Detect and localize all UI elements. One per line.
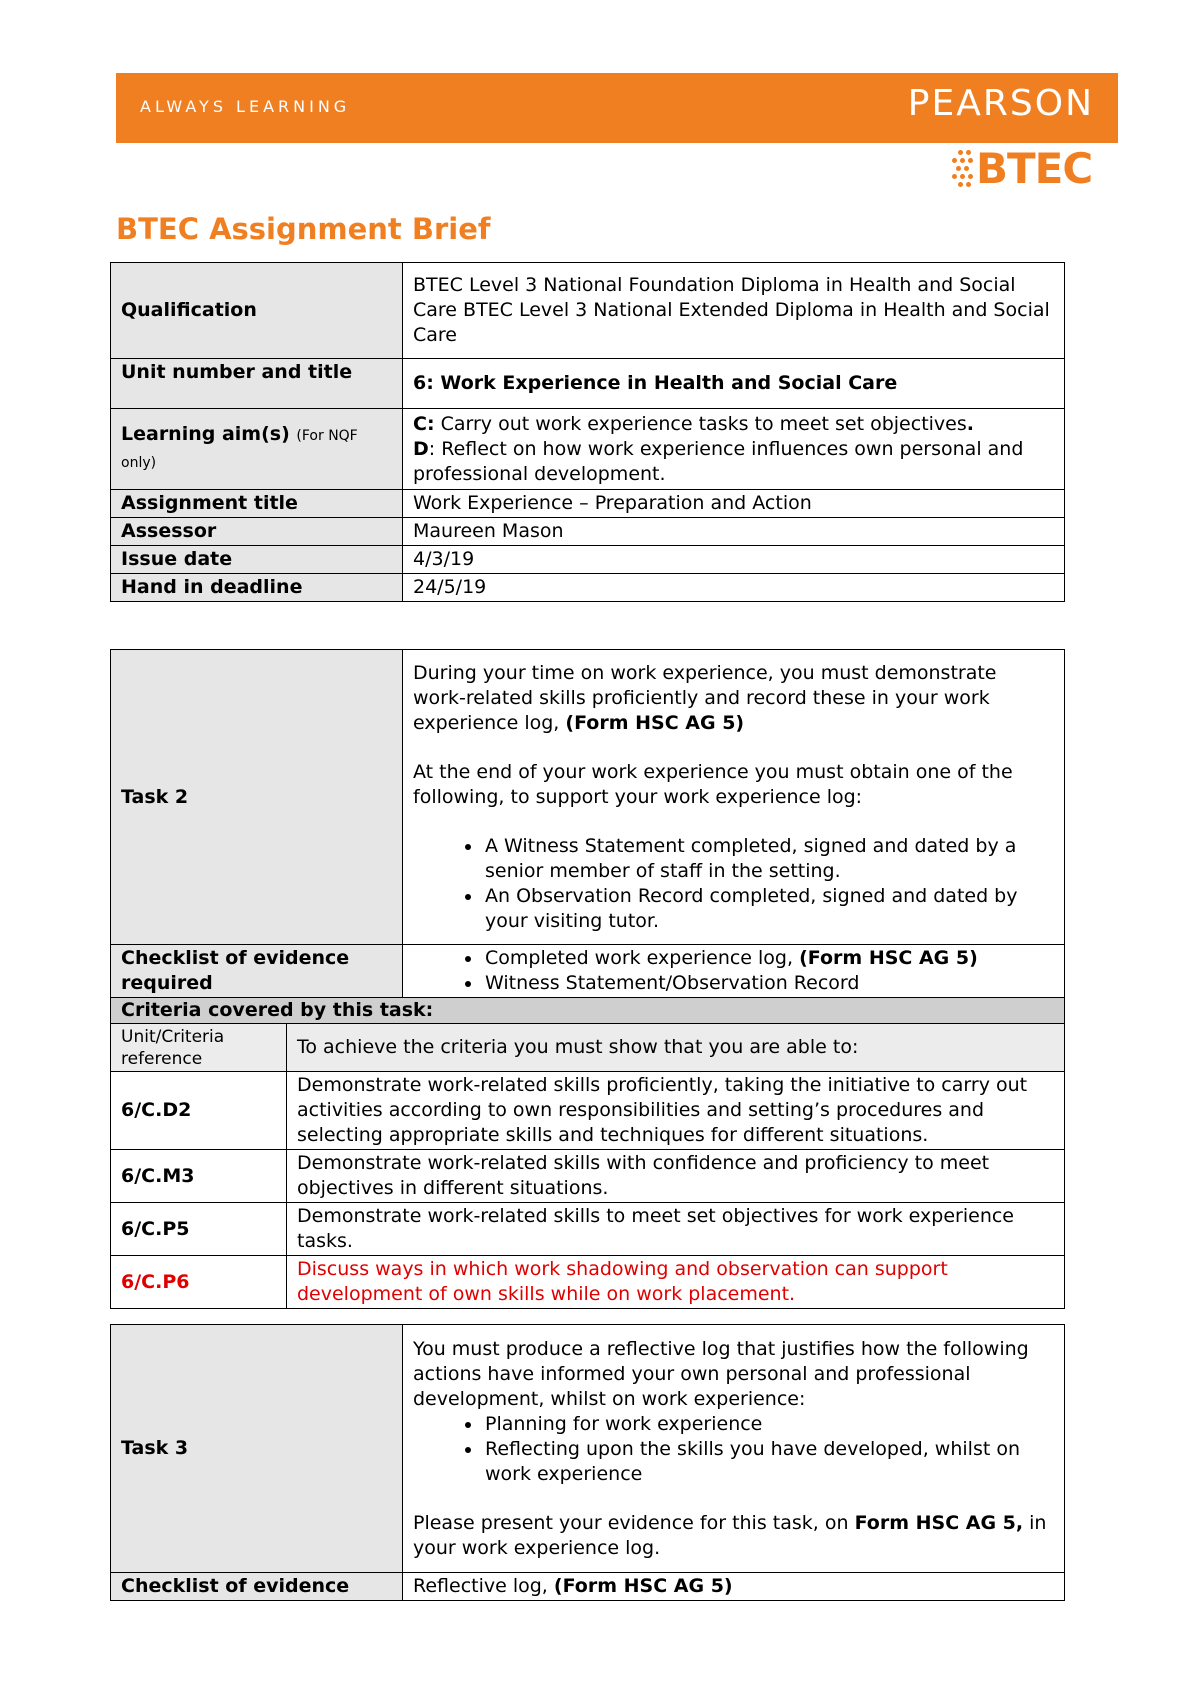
task2-label: Task 2	[111, 650, 403, 945]
table-row	[111, 1150, 1065, 1203]
qualification-label: Qualification	[111, 263, 403, 359]
criteria-text-highlighted: Discuss ways in which work shadowing and observation can support development of own skills while on work placement.	[287, 1256, 1065, 1309]
page-title: BTEC Assignment Brief	[116, 212, 491, 246]
task2-para1-form: (Form HSC AG 5)	[565, 711, 745, 734]
btec-dots-icon	[950, 150, 974, 188]
checklist-item1-form: (Form HSC AG 5)	[799, 947, 978, 969]
assessor-value: Maureen Mason	[403, 518, 1065, 546]
criteria-ref: 6/C.M3	[111, 1150, 287, 1203]
assignment-info-table	[110, 262, 1065, 602]
task3-description	[403, 1325, 1065, 1573]
task2-para1-text: During your time on work experience, you must demonstrate work-related skills proficiently and record these in your work experience log,	[413, 661, 997, 734]
qualification-value: BTEC Level 3 National Foundation Diploma in Health and Social Care BTEC Level 3 National Extended Diploma in Health and Social Care	[403, 263, 1065, 359]
learning-aims-label	[111, 409, 403, 490]
list-item: • Witness Statement/Observation Record	[483, 971, 1054, 996]
criteria-ref: 6/C.D2	[111, 1072, 287, 1150]
table-row	[111, 1203, 1065, 1256]
assignment-title-label: Assignment title	[111, 490, 403, 518]
learning-aims-label-text: Learning aim(s)	[121, 423, 290, 445]
task3-checklist-label: Checklist of evidence	[111, 1573, 403, 1601]
list-item	[483, 946, 1054, 971]
aim-d-code: D	[413, 437, 429, 460]
task3-checklist-form: (Form HSC AG 5)	[553, 1575, 733, 1597]
criteria-text: Demonstrate work-related skills proficiently, taking the initiative to carry out activities according to own responsibilities and setting’s procedures and selecting appropriate skills and techniques for different situations.	[287, 1072, 1065, 1150]
task3-para1: You must produce a reflective log that justifies how the following actions have informed your own personal and professional development, whilst on work experience:	[413, 1337, 1029, 1410]
task3-para2	[413, 1511, 1054, 1561]
aim-c-text: Carry out work experience tasks to meet set objectives	[440, 412, 967, 435]
table-row	[111, 1256, 1065, 1309]
table-row	[111, 1072, 1065, 1150]
unit-value: 6: Work Experience in Health and Social Care	[403, 359, 1065, 409]
criteria-text: Demonstrate work-related skills to meet set objectives for work experience tasks.	[287, 1203, 1065, 1256]
task3-checklist-text: Reflective log,	[413, 1575, 548, 1597]
task2-checklist-label: Checklist of evidence required	[111, 945, 403, 998]
task2-checklist-value	[403, 945, 1065, 998]
deadline-label: Hand in deadline	[111, 574, 403, 602]
list-item: • An Observation Record completed, signed and dated by your visiting tutor.	[483, 884, 1054, 934]
list-item: • Planning for work experience	[483, 1412, 1054, 1437]
task3-label: Task 3	[111, 1325, 403, 1573]
btec-logo	[950, 146, 1100, 194]
achieve-header: To achieve the criteria you must show that you are able to:	[287, 1024, 1065, 1072]
pearson-logo: PEARSON	[907, 83, 1094, 124]
assignment-title-value: Work Experience – Preparation and Action	[403, 490, 1065, 518]
issue-date-label: Issue date	[111, 546, 403, 574]
criteria-ref: 6/C.P5	[111, 1203, 287, 1256]
task3-table	[110, 1324, 1065, 1601]
criteria-ref-highlighted: 6/C.P6	[111, 1256, 287, 1309]
ref-header: Unit/Criteria reference	[111, 1024, 287, 1072]
criteria-text: Demonstrate work-related skills with confidence and proficiency to meet objectives in different situations.	[287, 1150, 1065, 1203]
aim-c-end: .	[966, 412, 974, 435]
list-item: • A Witness Statement completed, signed and dated by a senior member of staff in the setting.	[483, 834, 1054, 884]
criteria-heading: Criteria covered by this task:	[111, 998, 1065, 1024]
deadline-value: 24/5/19	[403, 574, 1065, 602]
learning-aims-value	[403, 409, 1065, 490]
aim-d-text: : Reflect on how work experience influences own personal and professional development.	[413, 437, 1024, 485]
pearson-banner	[116, 73, 1118, 143]
assessor-label: Assessor	[111, 518, 403, 546]
task2-para1	[413, 661, 1054, 736]
task3-para2-form: Form HSC AG 5,	[854, 1511, 1024, 1534]
task2-description	[403, 650, 1065, 945]
task2-table	[110, 649, 1065, 1309]
task3-para2-pre: Please present your evidence for this task, on	[413, 1511, 849, 1534]
task3-para2-post: in your work experience log.	[413, 1511, 1047, 1559]
unit-label: Unit number and title	[111, 359, 403, 409]
btec-wordmark: BTEC	[976, 144, 1093, 193]
issue-date-value: 4/3/19	[403, 546, 1065, 574]
task3-checklist-value	[403, 1573, 1065, 1601]
aim-c-code: C:	[413, 412, 435, 435]
list-item: • Reflecting upon the skills you have developed, whilst on work experience	[483, 1437, 1054, 1487]
learning-aims-note: (For NQF only)	[121, 428, 358, 471]
tagline: ALWAYS LEARNING	[140, 97, 351, 116]
task2-para2: At the end of your work experience you must obtain one of the following, to support your work experience log:	[413, 760, 1013, 808]
task3-bullets	[413, 1412, 1054, 1487]
checklist-item1: Completed work experience log,	[485, 947, 794, 969]
task2-bullets	[413, 834, 1054, 934]
